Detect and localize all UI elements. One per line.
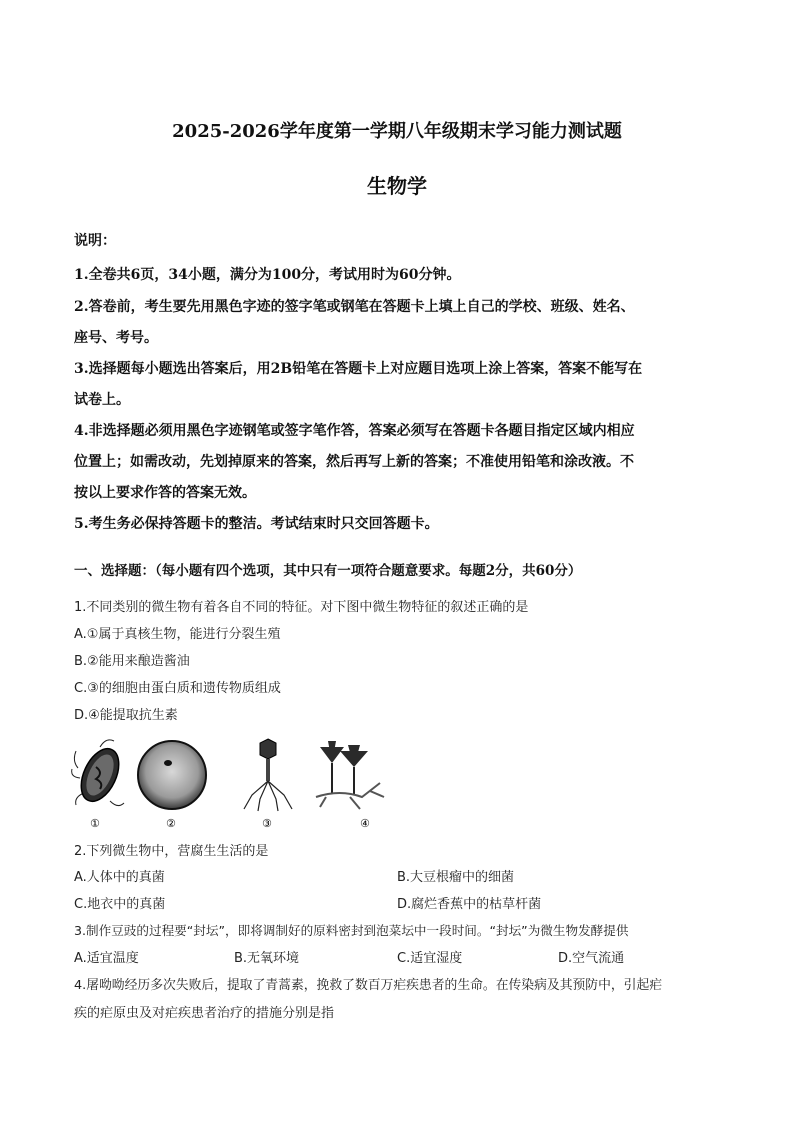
instruction-line: 4.非选择题必须用黑色字迹钢笔或签字笔作答，答案必须写在答题卡各题目指定区域内相应	[74, 423, 635, 439]
question-3-option-b: B.无氧环境	[234, 951, 300, 966]
question-2-option-b: B.大豆根瘤中的细菌	[397, 870, 515, 885]
figure-label-2: ②	[166, 817, 176, 830]
mold-illustration	[316, 741, 384, 809]
question-4-stem-line: 疾的疟原虫及对疟疾患者治疗的措施分别是指	[74, 1006, 335, 1021]
instruction-line: 按以上要求作答的答案无效。	[74, 485, 256, 501]
question-1-option-a: A.①属于真核生物，能进行分裂生殖	[74, 627, 281, 642]
exam-title: 2025-2026学年度第一学期八年级期末学习能力测试题	[172, 121, 622, 142]
instruction-line: 1.全卷共6页，34小题，满分为100分，考试用时为60分钟。	[74, 267, 461, 283]
instruction-line: 5.考生务必保持答题卡的整洁。考试结束时只交回答题卡。	[74, 516, 439, 532]
microorganisms-figure	[70, 733, 390, 833]
instruction-line: 座号、考号。	[74, 330, 158, 346]
bacterium-illustration	[72, 740, 127, 807]
virus-illustration	[244, 739, 292, 811]
question-2-option-a: A.人体中的真菌	[74, 870, 165, 885]
question-4-stem-line: 4.屠呦呦经历多次失败后，提取了青蒿素，挽救了数百万疟疾患者的生命。在传染病及其预防中，引起疟	[74, 978, 663, 993]
figure-label-1: ①	[90, 817, 100, 830]
question-2-option-c: C.地衣中的真菌	[74, 897, 166, 912]
question-3-option-d: D.空气流通	[558, 951, 625, 966]
question-3-option-a: A.适宜温度	[74, 951, 139, 966]
question-1-stem: 1.不同类别的微生物有着各自不同的特征。对下图中微生物特征的叙述正确的是	[74, 600, 529, 615]
yeast-cell-illustration	[138, 741, 206, 809]
question-1-option-c: C.③的细胞由蛋白质和遗传物质组成	[74, 681, 281, 696]
question-1-option-b: B.②能用来酿造酱油	[74, 654, 190, 669]
instruction-line: 试卷上。	[74, 392, 130, 408]
instruction-line: 3.选择题每小题选出答案后，用2B铅笔在答题卡上对应题目选项上涂上答案，答案不能写在	[74, 361, 643, 377]
question-3-stem: 3.制作豆豉的过程要“封坛”，即将调制好的原料密封到泡菜坛中一段时间。“封坛”为微生物发酵提供	[74, 923, 629, 938]
subject-title: 生物学	[367, 174, 427, 198]
instructions-heading: 说明：	[74, 233, 116, 249]
figure-label-4: ④	[360, 817, 370, 830]
instruction-line: 2.答卷前，考生要先用黑色字迹的签字笔或钢笔在答题卡上填上自己的学校、班级、姓名、	[74, 299, 635, 315]
question-1-option-d: D.④能提取抗生素	[74, 708, 178, 723]
question-2-stem: 2.下列微生物中，营腐生生活的是	[74, 844, 269, 859]
instruction-line: 位置上；如需改动，先划掉原来的答案，然后再写上新的答案；不准使用铅笔和涂改液。不	[74, 454, 634, 470]
question-2-option-d: D.腐烂香蕉中的枯草杆菌	[397, 897, 542, 912]
figure-label-3: ③	[262, 817, 272, 830]
section-heading: 一、选择题：（每小题有四个选项，其中只有一项符合题意要求。每题2分，共60分）	[74, 563, 582, 579]
question-3-option-c: C.适宜湿度	[397, 951, 463, 966]
